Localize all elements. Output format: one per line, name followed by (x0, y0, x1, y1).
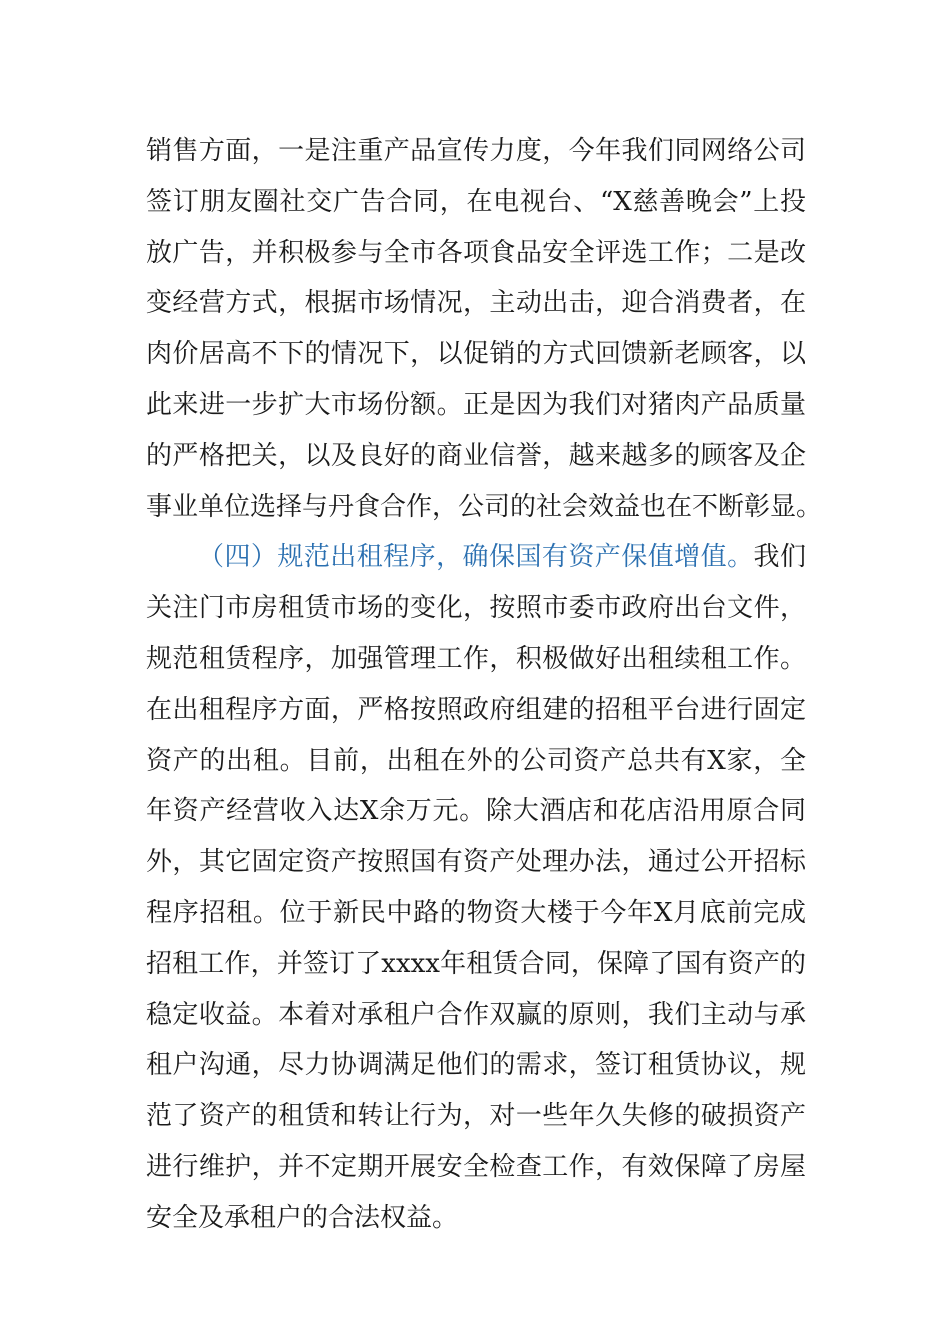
text-line: 在出租程序方面，严格按照政府组建的招租平台进行固定 (146, 694, 806, 725)
heading-continuation: 我们 (753, 542, 806, 573)
text-line: 程序招租。位于新民中路的物资大楼于今年X月底前完成 (146, 897, 806, 928)
text-line: 肉价居高不下的情况下，以促销的方式回馈新老顾客，以 (146, 339, 806, 370)
text-line: 租户沟通，尽力协调满足他们的需求，签订租赁协议，规 (146, 1050, 806, 1081)
text-line: 变经营方式，根据市场情况，主动出击，迎合消费者，在 (146, 288, 806, 319)
text-line: 签订朋友圈社交广告合同，在电视台、“X慈善晚会”上投 (146, 186, 806, 217)
text-line: 进行维护，并不定期开展安全检查工作，有效保障了房屋 (146, 1151, 806, 1182)
text-line: 放广告，并积极参与全市各项食品安全评选工作；二是改 (146, 237, 806, 268)
text-line: 销售方面，一是注重产品宣传力度，今年我们同网络公司 (146, 136, 806, 166)
section-heading: （四）规范出租程序，确保国有资产保值增值。 (198, 542, 754, 573)
text-line: 的严格把关，以及良好的商业信誉，越来越多的顾客及企 (146, 440, 806, 471)
text-line: 关注门市房租赁市场的变化，按照市委市政府出台文件， (146, 593, 806, 624)
text-line: 范了资产的租赁和转让行为，对一些年久失修的破损资产 (146, 1101, 806, 1132)
text-line: 此来进一步扩大市场份额。正是因为我们对猪肉产品质量 (146, 389, 806, 420)
text-line-last: 安全及承租户的合法权益。 (146, 1202, 459, 1233)
paragraph-sales (146, 126, 823, 532)
body-text (146, 126, 823, 1244)
text-line: 招租工作，并签订了xxxx年租赁合同，保障了国有资产的 (146, 948, 806, 979)
text-line: 事业单位选择与丹食合作，公司的社会效益也在不断彰显。 (146, 491, 823, 522)
text-line: 年资产经营收入达X余万元。除大酒店和花店沿用原合同 (146, 796, 806, 827)
paragraph-rental (146, 532, 806, 1243)
text-line-first (146, 532, 806, 583)
text-line: 规范租赁程序，加强管理工作，积极做好出租续租工作。 (146, 643, 806, 674)
text-line: 资产的出租。目前，出租在外的公司资产总共有X家，全 (146, 745, 806, 776)
text-line: 稳定收益。本着对承租户合作双赢的原则，我们主动与承 (146, 999, 806, 1030)
text-line: 外，其它固定资产按照国有资产处理办法，通过公开招标 (146, 847, 806, 878)
